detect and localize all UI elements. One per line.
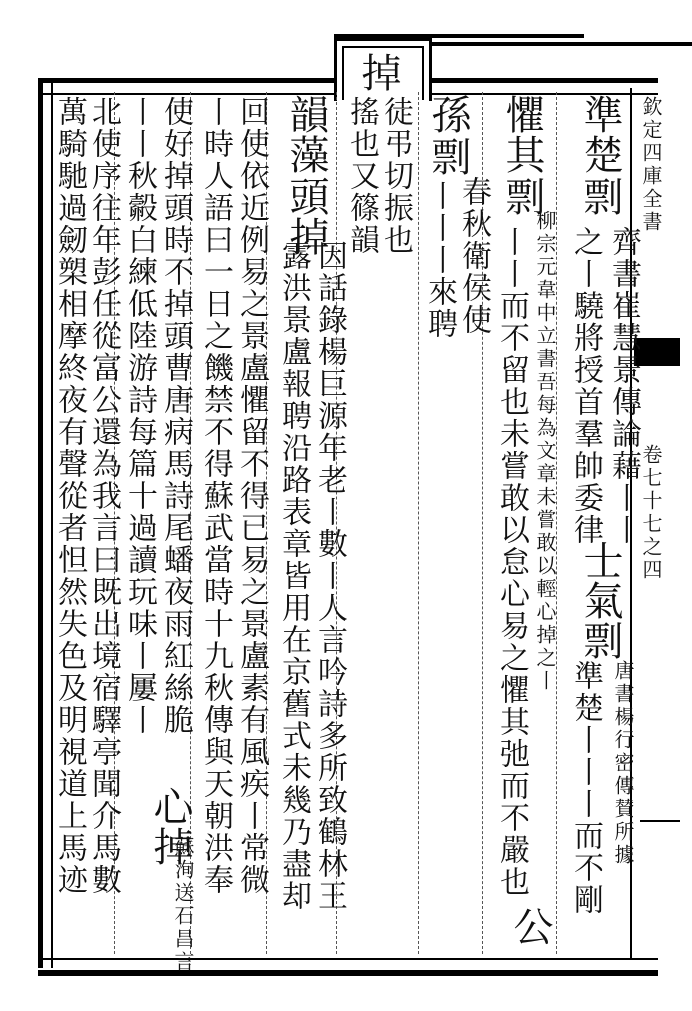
entry-note-cont: 準楚丨丨丨而不剛 (568, 660, 603, 916)
margin-rule (640, 820, 680, 822)
entry-note-cont: 之丨驍將授首羣帥委律 (568, 226, 603, 546)
text-column: 萬騎馳過劒槊相摩終夜有聲從者怛然失色及明視道上馬迹 (52, 96, 87, 896)
text-column: 丨丨秋㲉白練低陸游詩每篇十過讀玩味丨屢丨 (122, 96, 157, 736)
entry-note: 柳宗元韋中立書吾每為文章未嘗敢以輕心掉之丨 (533, 210, 557, 693)
entry-note: 春秋衛侯使 (456, 176, 491, 336)
entry-mark: 剽 (577, 176, 623, 216)
entry-head-juqi: 懼其 (499, 94, 545, 174)
entry-note: 蘇洵送石昌言 (171, 836, 195, 974)
entry-note: 唐書楊行密傳賛所據 (611, 660, 635, 867)
definition-line-1: 徒弔切振也 (378, 96, 413, 256)
entry-note-cont: 丨丨而不留也未嘗敢以怠心易之懼其弛而不嚴也 (494, 226, 529, 898)
entry-head-toudiao: 頭掉 (283, 176, 329, 256)
text-column: 北使序往年彭任從富公還為我言曰既出境宿驛亭聞介馬數 (86, 96, 121, 896)
column-rule (418, 92, 420, 954)
entry-head-zhunchu: 準楚 (577, 94, 623, 174)
entry-mark: 剽 (499, 176, 545, 216)
entry-note: 齊書崔慧景傳論藉丨丨 (606, 226, 641, 546)
entry-head-xindiao: 心掉 (147, 786, 193, 866)
entry-note-cont: 丨丨丨來聘 (422, 180, 457, 340)
entry-mark: 剽 (577, 620, 623, 660)
head-box-rule-inner (430, 42, 692, 46)
text-column: 露洪景盧報聘沿路表章皆用在京舊式未幾乃盡却 (276, 240, 311, 912)
entry-head-shiqi: 士氣 (577, 540, 623, 620)
definition-line-2: 搖也又篠韻 (344, 96, 379, 256)
entry-mark: 剽 (425, 136, 471, 176)
text-column: 丨時人語曰一日之饑禁不得蘇武當時十九秋傳與天朝洪奉 (198, 96, 233, 896)
text-column: 使好掉頭時不掉頭曹唐病馬詩尾蟠夜雨紅絲脆 (158, 96, 193, 736)
entry-head-sun: 孫 (425, 94, 471, 134)
margin-title: 欽定四庫全書 (639, 96, 663, 234)
entry-marker-gong: 公 (507, 906, 553, 946)
section-head-yunzao: 韻藻 (283, 94, 329, 174)
entry-note: 因話錄楊巨源年老丨數丨人言吟詩多所致鶴林王 (312, 240, 347, 912)
page-frame-left (38, 78, 53, 968)
margin-volume: 卷七十七之四 (639, 444, 663, 582)
page-frame-bottom (38, 958, 658, 976)
head-character: 掉 (355, 52, 401, 92)
text-column: 回使依近例易之景盧懼留不得已易之景盧素有風疾丨常微 (234, 96, 269, 896)
